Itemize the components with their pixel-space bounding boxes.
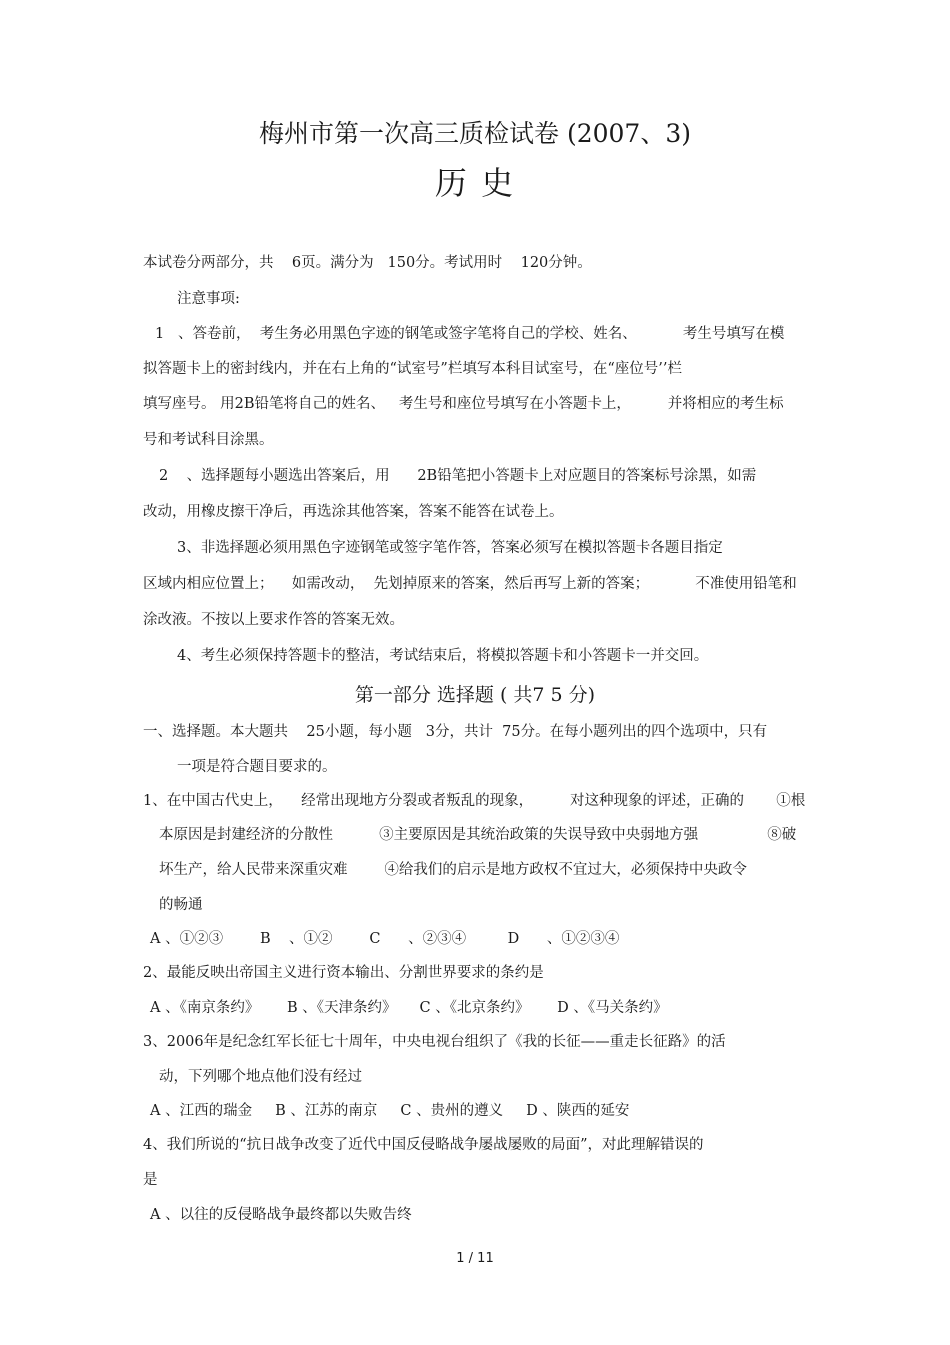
notice-line: 2 、选择题每小题选出答案后，用 2B铅笔把小答题卡上对应题目的答案标号涂黑，如需 [159, 468, 757, 484]
exam-title: 梅州市第一次高三质检试卷 (2007、3) [259, 119, 691, 148]
notice-line: 区域内相应位置上； 如需改动， 先划掉原来的答案，然后再写上新的答案； 不准使用铅笔和 [143, 576, 797, 592]
question-line: 本原因是封建经济的分散性 ③主要原因是其统治政策的失误导致中央弱地方强 ⑧破 [159, 827, 797, 843]
question-line: 4、我们所说的“抗日战争改变了近代中国反侵略战争屡战屡败的局面”，对此理解错误的 [143, 1137, 704, 1153]
question-line: 1、在中国古代史上， 经常出现地方分裂或者叛乱的现象， 对这种现象的评述，正确的 ①根 [143, 793, 806, 809]
notice-heading: 注意事项: [177, 291, 240, 307]
notice-line: 涂改液。不按以上要求作答的答案无效。 [143, 612, 404, 628]
intro-line: 本试卷分两部分，共 6页。满分为 150分。考试用时 120分钟。 [143, 255, 592, 271]
notice-line: 填写座号。 用2B铅笔将自己的姓名、 考生号和座位号填写在小答题卡上， 并将相应的考生标 [143, 396, 784, 412]
question-line: 坏生产，给人民带来深重灾难 ④给我们的启示是地方政权不宜过大，必须保持中央政令 [159, 862, 747, 878]
section-instruction: 一、选择题。本大题共 25小题，每小题 3分，共计 75分。在每小题列出的四个选项中，只有 [143, 724, 768, 740]
notice-line: 1 、答卷前， 考生务必用黑色字迹的钢笔或签字笔将自己的学校、姓名、 考生号填写在模 [155, 326, 785, 342]
answer-options: A 、①②③ B 、①② C 、②③④ D 、①②③④ [150, 931, 620, 947]
question-line: 3、2006年是纪念红军长征七十周年，中央电视台组织了《我的长征——重走长征路》的活 [143, 1034, 726, 1050]
question-line: 动，下列哪个地点他们没有经过 [159, 1069, 362, 1085]
notice-line: 改动，用橡皮擦干净后，再选涂其他答案，答案不能答在试卷上。 [143, 504, 564, 520]
answer-options: A 、《南京条约》 B 、《天津条约》 C 、《北京条约》 D 、《马关条约》 [150, 1000, 668, 1016]
notice-line: 4、考生必须保持答题卡的整洁，考试结束后，将模拟答题卡和小答题卡一并交回。 [177, 648, 709, 664]
answer-option: A 、以往的反侵略战争最终都以失败告终 [150, 1207, 412, 1223]
subject-title: 历 史 [434, 164, 516, 202]
notice-line: 号和考试科目涂黑。 [143, 432, 274, 448]
notice-line: 拟答题卡上的密封线内，并在右上角的“试室号”栏填写本科目试室号，在“座位号’’栏 [143, 361, 682, 377]
question-line: 是 [143, 1172, 158, 1188]
page-number: 1 / 11 [456, 1251, 494, 1266]
answer-options: A 、江西的瑞金 B 、江苏的南京 C 、贵州的遵义 D 、陕西的延安 [150, 1103, 630, 1119]
notice-line: 3、非选择题必须用黑色字迹钢笔或签字笔作答，答案必须写在模拟答题卡各题目指定 [177, 540, 723, 556]
part-heading: 第一部分 选择题 ( 共7 5 分) [354, 684, 596, 706]
section-instruction: 一项是符合题目要求的。 [177, 759, 337, 775]
question-line: 2、最能反映出帝国主义进行资本输出、分割世界要求的条约是 [143, 965, 544, 981]
question-line: 的畅通 [159, 897, 203, 913]
